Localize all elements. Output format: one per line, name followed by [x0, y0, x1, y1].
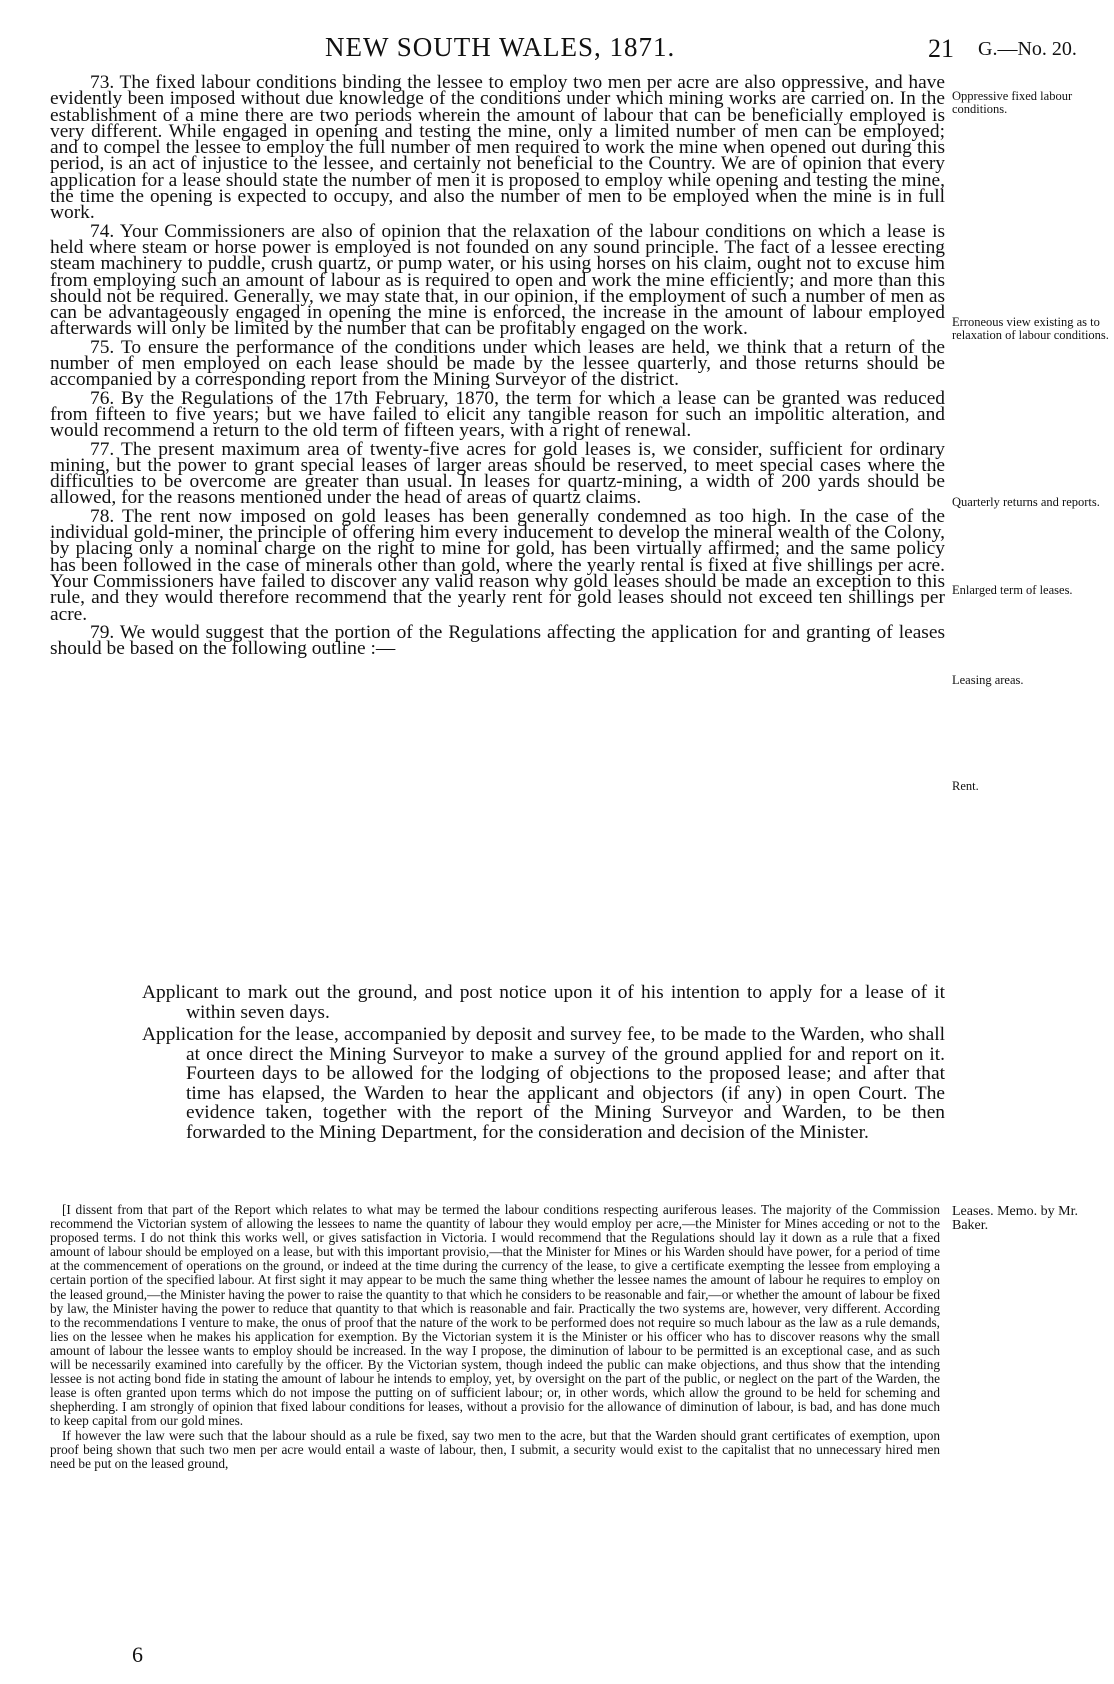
- outline-item: Application for the lease, accompanied by deposit and survey fee, to be made to the Warden, who shall at once direct the Mining Surveyor to make a survey of the ground applied for and report on it. Fourteen days to be allowed for the lodging of objections to the proposed lease; and after that time has elapsed, the Warden to hear the applicant and objectors (if any) in open Court. The evidence taken, together with the report of the Mining Surveyor and Warden, to be then forwarded to the Mining Department, for the consideration and decision of the Minister.: [142, 1024, 945, 1143]
- paragraph-79: 79. We would suggest that the portion of the Regulations affecting the application for and granting of leases should be based on the following outline :—: [50, 621, 945, 660]
- paragraph-76: 76. By the Regulations of the 17th February, 1870, the term for which a lease can be granted was reduced from fifteen to five years; but we have failed to elicit any tangible reason for such an impolitic alteration, and would recommend a return to the old term of fifteen years, with a right of renewal.: [50, 387, 945, 442]
- margin-note-enlarged: Enlarged term of leases.: [952, 583, 1073, 597]
- paragraph-74: 74. Your Commissioners are also of opinion that the relaxation of the labour conditions on which a lease is held where steam or horse power is employed is not founded on any sound principle. The fact of a lessee erecting steam machinery to puddle, crush quartz, or pump water, or his using horses on his claim, ought not to excuse him from employing such an amount of labour as is required to open and work the mine efficiently; and more than this should not be required. Generally, we may state that, in our opinion, if the employment of such a number of men as can be advantageously engaged in opening the mine is enforced, the increase in the amount of labour employed afterwards will only be limited by the number that can be profitably engaged on the work.: [50, 220, 945, 340]
- lease-outline-list: [50, 983, 945, 1145]
- margin-note-oppressive: Oppressive fixed labour conditions.: [952, 89, 1073, 116]
- page-header: [0, 22, 1114, 66]
- margin-note-leasing: Leasing areas.: [952, 673, 1024, 687]
- report-body: [50, 72, 945, 660]
- paragraph-75: 75. To ensure the performance of the conditions under which leases are held, we think that a return of the number of men employed on each lease should be made by the lessee quarterly, and those returns should be accompanied by a corresponding report from the Mining Surveyor of the district.: [50, 336, 945, 391]
- running-title: NEW SOUTH WALES, 1871.: [325, 32, 676, 62]
- margin-note-memo: Leases. Memo. by Mr. Baker.: [952, 1204, 1078, 1233]
- margin-note-quarterly: Quarterly returns and reports.: [952, 495, 1100, 509]
- document-reference: G.—No. 20.: [978, 38, 1077, 60]
- outline-item: Applicant to mark out the ground, and post notice upon it of his intention to apply for a lease of it within seven days.: [142, 982, 945, 1023]
- paragraph-73: 73. The fixed labour conditions binding the lessee to employ two men per acre are also oppressive, and have evidently been imposed without due knowledge of the conditions under which mining works are carried on. In the establishment of a mine there are two periods wherein the amount of labour that can be beneficially employed is very different. While engaged in opening and testing the mine, only a limited number of men can be employed; and to compel the lessee to employ the full number of men required to work the mine when opened out during this period, is an act of injustice to the lessee, and certainly not beneficial to the Country. We are of opinion that every application for a lease should state the number of men it is proposed to employ while opening and testing the mine, the time the opening is expected to occupy, and also the number of men to be employed when the mine is in full work.: [50, 72, 945, 224]
- memo-by-mr-baker: [50, 1203, 940, 1471]
- margin-note-erroneous: Erroneous view existing as to relaxation of labour conditions.: [952, 315, 1109, 342]
- paragraph-77: 77. The present maximum area of twenty-five acres for gold leases is, we consider, sufficient for ordinary mining, but the power to grant special leases of larger areas should be reserved, to meet special cases where the difficulties to be overcome are greater than usual. In leases for quartz-mining, a width of 200 yards should be allowed, for the reasons mentioned under the head of areas of quartz claims.: [50, 438, 945, 509]
- margin-note-rent: Rent.: [952, 779, 979, 793]
- page-number: 21: [928, 34, 954, 63]
- memo-paragraph: If however the law were such that the labour should as a rule be fixed, say two men to the acre, but that the Warden should grant certificates of exemption, upon proof being shown that such two men per acre would entail a waste of labour, then, I submit, a security would exist to the capitalist that no unnecessary hired men need be put on the leased ground,: [50, 1427, 940, 1471]
- signature-number: 6: [132, 1642, 143, 1667]
- memo-paragraph: [I dissent from that part of the Report which relates to what may be termed the labour conditions respecting auriferous leases. The majority of the Commission recommend the Victorian system of allowing the lessees to name the quantity of labour they would employ per acre,—the Minister for Mines acceding or not to the proposed terms. I do not think this works well, or gives satisfaction in Victoria. I would recommend that the Regulations should lay it down as a rule that a fixed amount of labour should be employed on a lease, but with this important provisio,—that the Minister for Mines or his Warden should have power, for a period of time at the commencement of operations on the ground, or indeed at the time during the currency of the lease, to give a certificate exempting the lessee from employing a certain portion of the specified labour. At first sight it may appear to be much the same thing whether the lessee names the amount of labour he requires to employ on the leased ground,—the Minister having the power to raise the quantity to that which he considers to be reasonable and fair,—or whether the amount of labour be fixed by law, the Minister having the power to reduce that quantity to that which is reasonable and fair. Practically the two systems are, however, very different. According to the recommendations I venture to make, the onus of proof that the nature of the work to be performed does not require so much labour as the law as a rule demands, lies on the lessee when he makes his application for exemption. By the Victorian system it is the Minister or his officer who has to discover reasons why the small amount of labour the lessee wants to employ should be increased. In the way I propose, the diminution of labour to be permitted is an exceptional case, and as such will be necessarily examined into carefully by the officer. By the Victorian system, though indeed the public can make objections, and thus show that the intending lessee is not acting bond fide in stating the amount of labour he intends to employ, yet, by oversight on the part of the public, or neglect on the part of the Warden, the lease is often granted upon terms which do not impose the putting on of sufficient labour; or, in other words, which allow the ground to be held for scheming and shepherding. I am strongly of opinion that fixed labour conditions for leases, without a provisio for the allowance of diminution of labour, is bad, and has done much to keep capital from our gold mines.: [50, 1202, 940, 1429]
- paragraph-78: 78. The rent now imposed on gold leases has been generally condemned as too high. In the case of the individual gold-miner, the principle of offering him every inducement to develop the mineral wealth of the Colony, by placing only a nominal charge on the right to mine for gold, has been virtually affirmed; and the same policy has been followed in the case of minerals other than gold, where the yearly rental is fixed at five shillings per acre. Your Commissioners have failed to discover any valid reason why gold leases should be made an exception to this rule, and they would therefore recommend that the yearly rent for gold leases should not exceed ten shillings per acre.: [50, 505, 945, 625]
